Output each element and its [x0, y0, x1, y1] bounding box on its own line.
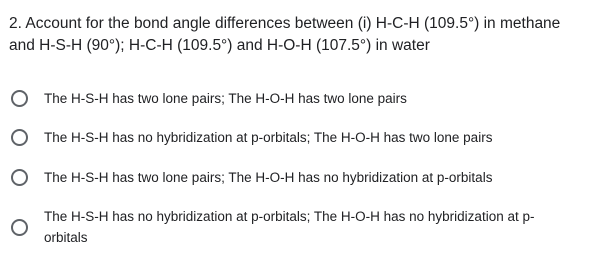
question-text: 2. Account for the bond angle differences between (i) H-C-H (109.5°) in methane and H-S-H (90°); H-C-H (109.5°) and H-O-H (107.5°) in water [9, 15, 561, 54]
answer-option-1[interactable] [11, 88, 574, 109]
radio-button-3[interactable] [11, 169, 28, 186]
answer-option-3[interactable] [11, 167, 574, 188]
radio-button-2[interactable] [11, 129, 28, 146]
answer-option-1-label: The H-S-H has two lone pairs; The H-O-H has two lone pairs [44, 91, 407, 106]
radio-button-4[interactable] [11, 219, 28, 236]
answer-option-2-label: The H-S-H has no hybridization at p-orbitals; The H-O-H has two lone pairs [44, 130, 493, 145]
answer-option-3-label: The H-S-H has two lone pairs; The H-O-H has no hybridization at p-orbitals [44, 170, 493, 185]
answer-option-2[interactable] [11, 127, 574, 148]
answer-option-4-label: The H-S-H has no hybridization at p-orbitals; The H-O-H has no hybridization at p-orbitals [44, 209, 535, 245]
radio-button-1[interactable] [11, 90, 28, 107]
answer-option-4[interactable] [11, 206, 574, 248]
